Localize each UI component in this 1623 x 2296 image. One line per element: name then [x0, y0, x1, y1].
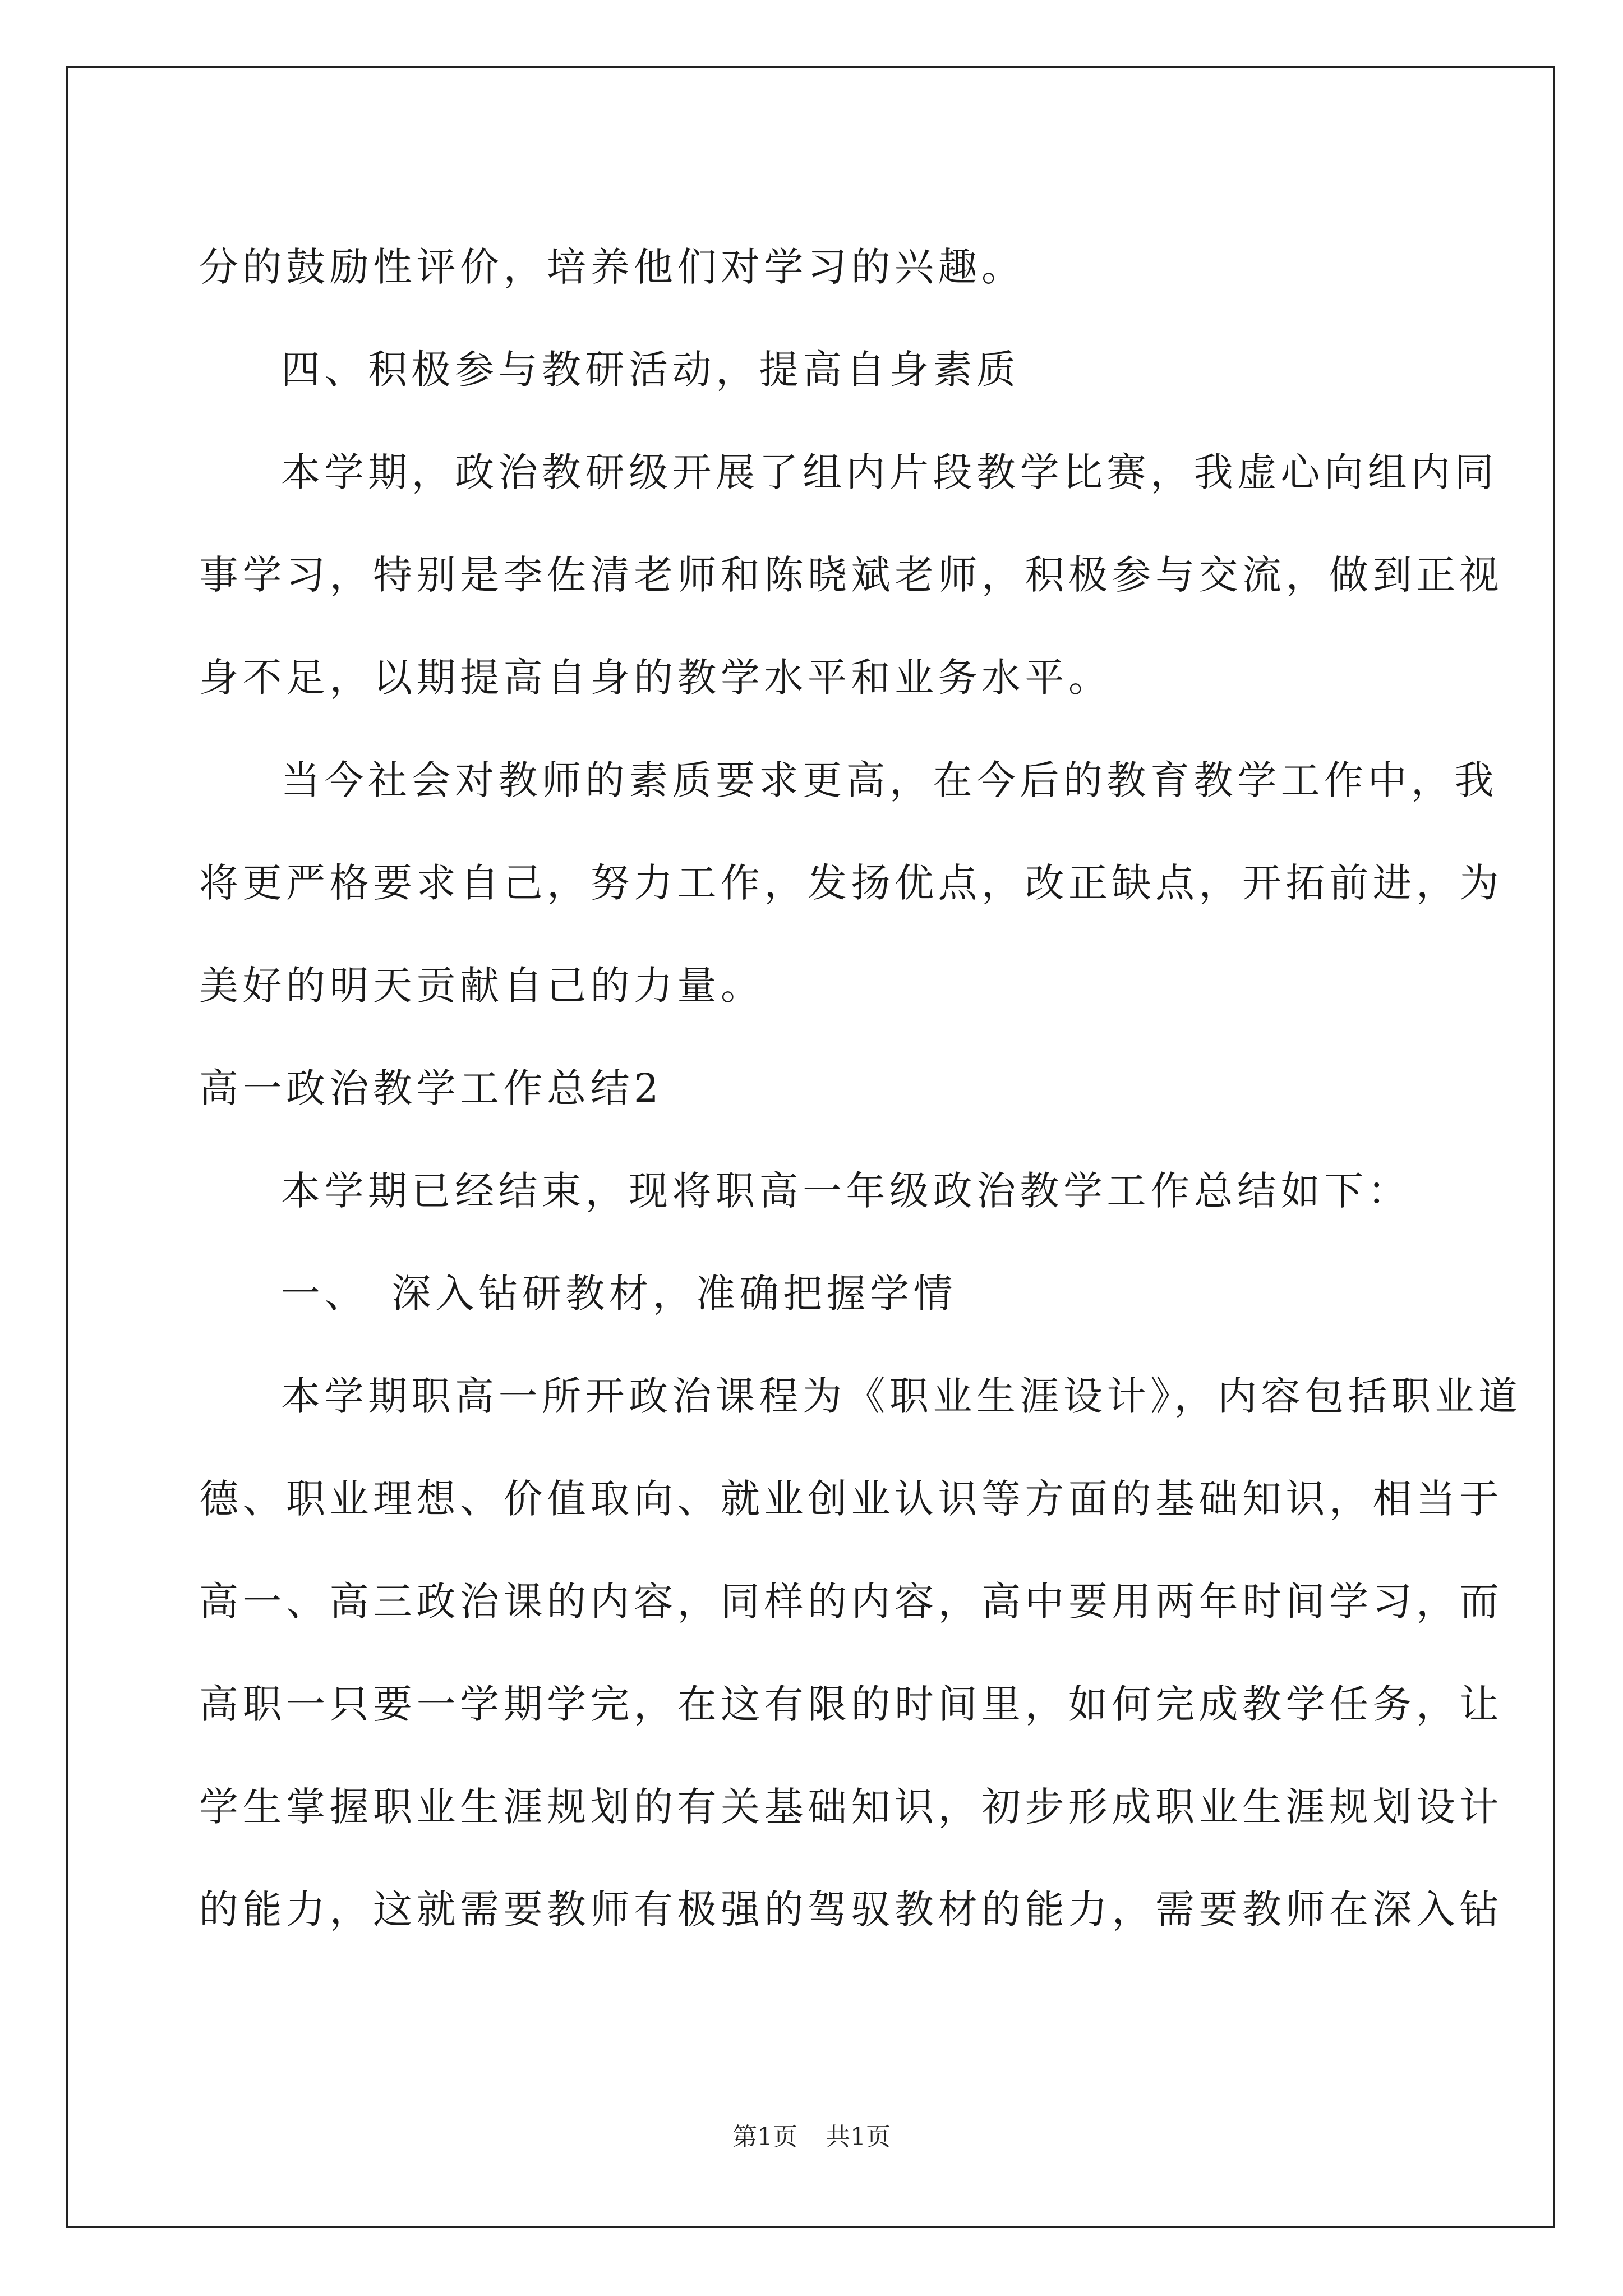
text-line: 事学习，特别是李佐清老师和陈晓斌老师，积极参与交流，做到正视: [199, 552, 1503, 598]
page-number-total: 共1页: [826, 2123, 891, 2151]
text-line: 身不足，以期提高自身的教学水平和业务水平。: [199, 655, 1112, 701]
text-line: 本学期已经结束，现将职高一年级政治教学工作总结如下：: [281, 1168, 1411, 1214]
text-line: 德、职业理想、价值取向、就业创业认识等方面的基础知识，相当于: [199, 1476, 1503, 1522]
text-line: 高职一只要一学期学完，在这有限的时间里，如何完成教学任务，让: [199, 1681, 1503, 1727]
text-line: 本学期，政治教研级开展了组内片段教学比赛，我虚心向组内同: [281, 449, 1498, 495]
text-line: 高一、高三政治课的内容，同样的内容，高中要用两年时间学习，而: [199, 1579, 1503, 1625]
text-line: 学生掌握职业生涯规划的有关基础知识，初步形成职业生涯规划设计: [199, 1784, 1503, 1830]
text-line: 本学期职高一所开政治课程为《职业生涯设计》，内容包括职业道: [281, 1373, 1522, 1419]
section-heading: 四、积极参与教研活动，提高自身素质: [281, 347, 1020, 393]
page-footer: [0, 2120, 1623, 2154]
text-line: 美好的明天贡献自己的力量。: [199, 963, 764, 1009]
text-line: 当今社会对教师的素质要求更高，在今后的教育教学工作中，我: [281, 757, 1498, 803]
text-line: 的能力，这就需要教师有极强的驾驭教材的能力，需要教师在深入钻: [199, 1887, 1503, 1932]
document-title: 高一政治教学工作总结2: [199, 1065, 663, 1111]
document-body: [199, 216, 1522, 1961]
text-line: 将更严格要求自己，努力工作，发扬优点，改正缺点，开拓前进，为: [199, 860, 1503, 906]
page-number-current: 第1页: [732, 2123, 797, 2151]
section-heading: 一、 深入钻研教材，准确把握学情: [281, 1271, 957, 1317]
text-line: 分的鼓励性评价，培养他们对学习的兴趣。: [199, 244, 1025, 290]
